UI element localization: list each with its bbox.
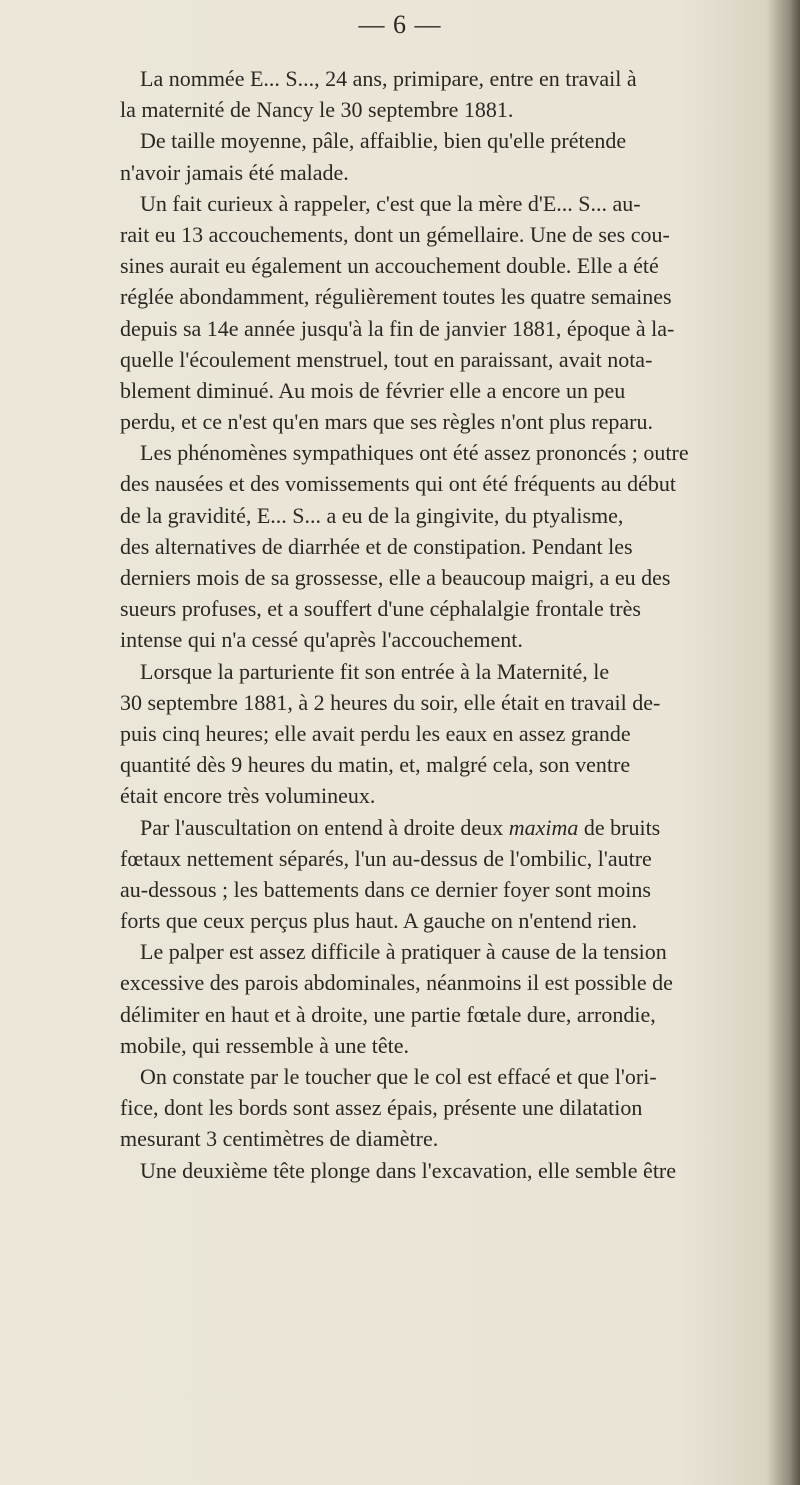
text-line: forts que ceux perçus plus haut. A gauche on n'entend rien. — [120, 908, 638, 934]
text-line: sueurs profuses, et a souffert d'une céphalalgie frontale très — [120, 596, 641, 622]
text-segment: Par l'auscultation on entend à droite deux — [140, 814, 509, 840]
text-line: depuis sa 14e année jusqu'à la fin de janvier 1881, époque à la- — [120, 315, 675, 341]
text-line: mesurant 3 centimètres de diamètre. — [120, 1126, 439, 1152]
body-text — [120, 63, 760, 1186]
text-line: perdu, et ce n'est qu'en mars que ses règles n'ont plus reparu. — [120, 409, 654, 435]
text-line: au-dessous ; les battements dans ce dernier foyer sont moins — [120, 876, 651, 902]
text-line: blement diminué. Au mois de février elle a encore un peu — [120, 377, 626, 403]
text-line: 30 septembre 1881, à 2 heures du soir, elle était en travail de- — [120, 689, 661, 715]
text-line: excessive des parois abdominales, néanmoins il est possible de — [120, 970, 673, 996]
text-line: La nommée E... S..., 24 ans, primipare, entre en travail à — [140, 66, 637, 91]
page-number: — 6 — — [358, 10, 442, 39]
text-line: mobile, qui ressemble à une tête. — [120, 1032, 409, 1058]
text-line: fœtaux nettement séparés, l'un au-dessus de l'ombilic, l'autre — [120, 845, 652, 871]
text-line: intense qui n'a cessé qu'après l'accouchement. — [120, 627, 523, 653]
text-line: quantité dès 9 heures du matin, et, malgré cela, son ventre — [120, 752, 631, 778]
text-line: Le palper est assez difficile à pratiquer à cause de la tension — [140, 939, 667, 965]
text-line: réglée abondamment, régulièrement toutes les quatre semaines — [120, 284, 672, 310]
text-line: la maternité de Nancy le 30 septembre 1881. — [120, 97, 514, 123]
page-edge-shadow — [766, 0, 800, 1485]
text-line: quelle l'écoulement menstruel, tout en paraissant, avait nota- — [120, 346, 653, 372]
text-line: de la gravidité, E... S... a eu de la gingivite, du ptyalisme, — [120, 502, 624, 528]
text-line: rait eu 13 accouchements, dont un gémellaire. Une de ses cou- — [120, 221, 670, 247]
text-line — [120, 812, 760, 843]
text-line: Un fait curieux à rappeler, c'est que la mère d'E... S... au- — [140, 190, 641, 216]
text-line: n'avoir jamais été malade. — [120, 159, 349, 185]
text-line: fice, dont les bords sont assez épais, présente une dilatation — [120, 1095, 643, 1121]
text-line: derniers mois de sa grossesse, elle a beaucoup maigri, a eu des — [120, 565, 671, 590]
text-line: des nausées et des vomissements qui ont été fréquents au début — [120, 471, 676, 497]
text-line: puis cinq heures; elle avait perdu les eaux en assez grande — [120, 720, 631, 746]
text-line: On constate par le toucher que le col est effacé et que l'ori- — [140, 1064, 657, 1089]
text-segment: de bruits — [578, 814, 661, 840]
text-line: De taille moyenne, pâle, affaiblie, bien qu'elle prétende — [140, 128, 627, 154]
italic-term: maxima — [508, 814, 579, 840]
text-line: Les phénomènes sympathiques ont été assez prononcés ; outre — [140, 440, 689, 466]
text-line: Lorsque la parturiente fit son entrée à la Maternité, le — [140, 658, 610, 684]
text-line: était encore très volumineux. — [120, 783, 376, 809]
text-line: délimiter en haut et à droite, une partie fœtale dure, arrondie, — [120, 1001, 656, 1027]
text-line: Une deuxième tête plonge dans l'excavation, elle semble être — [140, 1157, 677, 1183]
text-line: des alternatives de diarrhée et de constipation. Pendant les — [120, 533, 633, 559]
text-line: sines aurait eu également un accouchement double. Elle a été — [120, 253, 659, 279]
